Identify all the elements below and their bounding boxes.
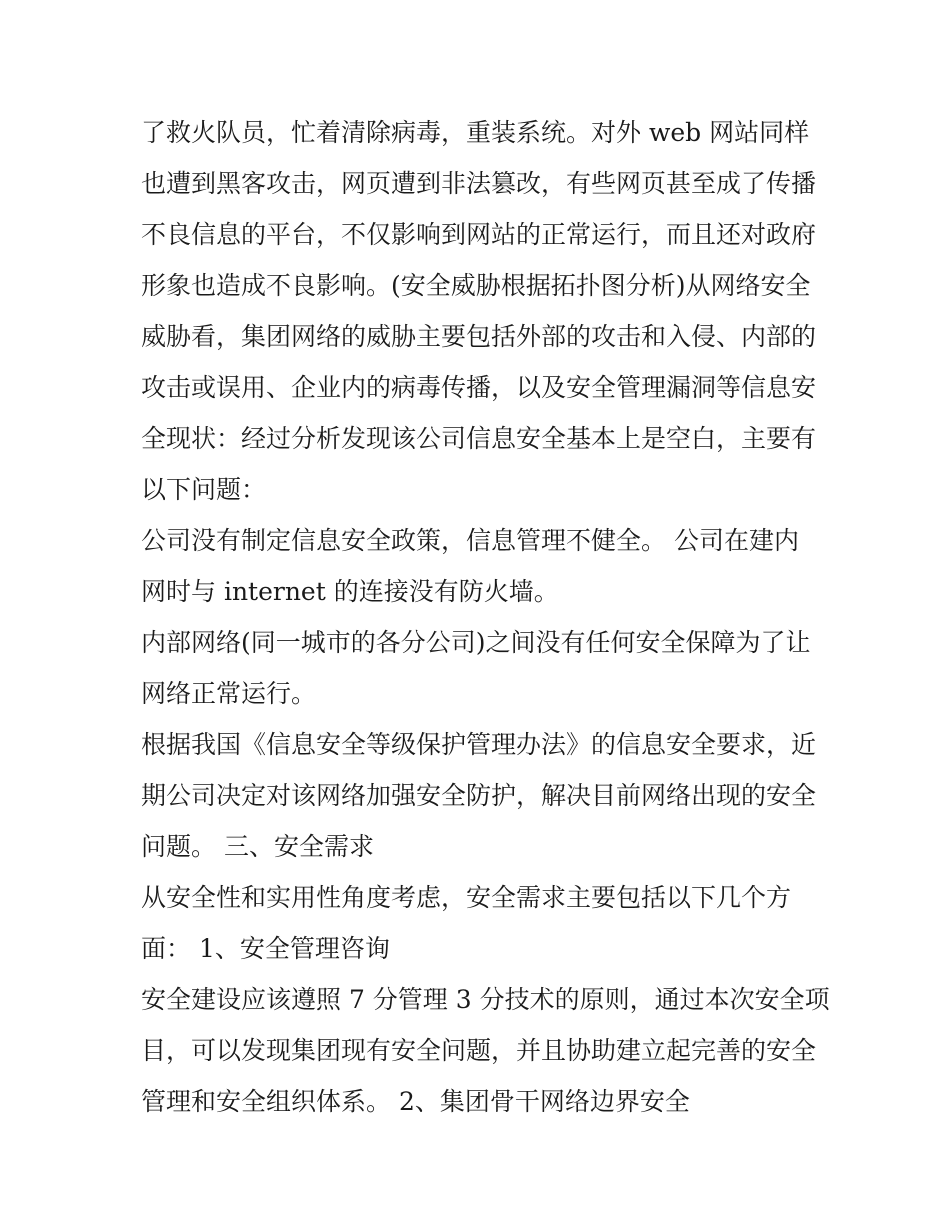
text-line: 根据我国《信息安全等级保护管理办法》的信息安全要求，近 — [141, 730, 817, 759]
text-line: 内部网络(同一城市的各分公司)之间没有任何安全保障为了让 — [141, 628, 811, 657]
text-line: 网时与 internet 的连接没有防火墙。 — [141, 577, 559, 606]
text-line: 安全建设应该遵照 7 分管理 3 分技术的原则，通过本次安全项 — [141, 985, 830, 1014]
text-line: 威胁看，集团网络的威胁主要包括外部的攻击和入侵、内部的 — [141, 322, 817, 351]
text-line: 攻击或误用、企业内的病毒传播，以及安全管理漏洞等信息安 — [141, 373, 817, 402]
document-body — [141, 107, 830, 1127]
text-line: 目，可以发现集团现有安全问题，并且协助建立起完善的安全 — [141, 1036, 817, 1065]
text-line: 网络正常运行。 — [141, 679, 317, 708]
text-line: 全现状：经过分析发现该公司信息安全基本上是空白，主要有 — [141, 424, 817, 453]
text-line: 公司没有制定信息安全政策，信息管理不健全。 公司在建内 — [141, 526, 799, 555]
text-line: 不良信息的平台，不仅影响到网站的正常运行，而且还对政府 — [141, 220, 817, 249]
text-line: 也遭到黑客攻击，网页遭到非法篡改，有些网页甚至成了传播 — [141, 169, 817, 198]
text-line: 问题。 三、安全需求 — [141, 832, 374, 861]
text-line: 期公司决定对该网络加强安全防护，解决目前网络出现的安全 — [141, 781, 817, 810]
text-line: 以下问题： — [141, 475, 267, 504]
text-line: 从安全性和实用性角度考虑，安全需求主要包括以下几个方 — [141, 883, 792, 912]
text-line: 管理和安全组织体系。 2、集团骨干网络边界安全 — [141, 1087, 690, 1116]
text-line: 了救火队员，忙着清除病毒，重装系统。对外 web 网站同样 — [141, 118, 810, 147]
text-line: 形象也造成不良影响。(安全威胁根据拓扑图分析)从网络安全 — [141, 271, 811, 300]
text-line: 面： 1、安全管理咨询 — [141, 934, 390, 963]
